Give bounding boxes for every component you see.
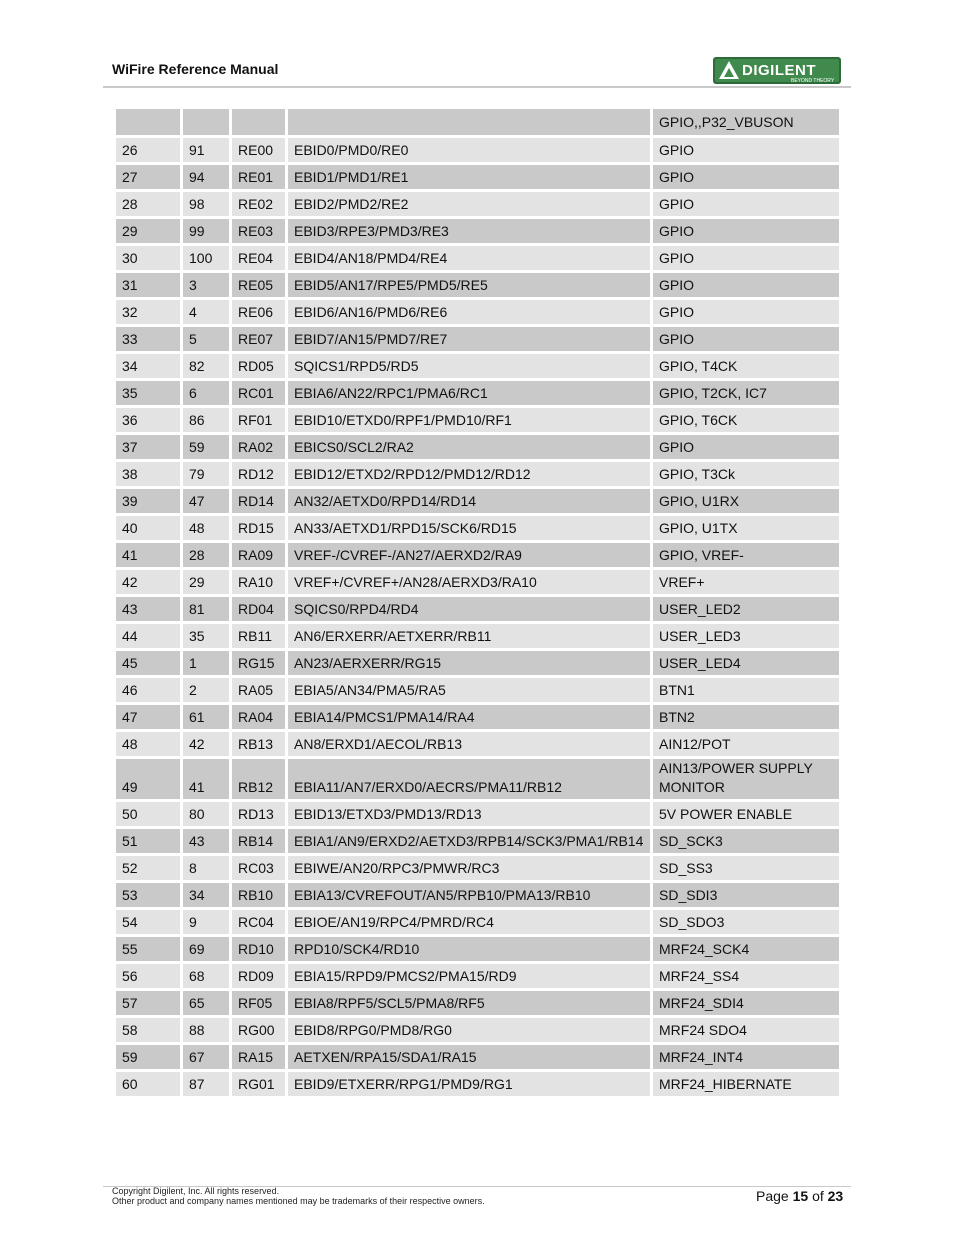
table-row	[116, 1045, 839, 1069]
table-row	[116, 937, 839, 961]
table-cell: 52	[116, 856, 180, 880]
table-cell: RE05	[232, 273, 285, 297]
table-cell: RE06	[232, 300, 285, 324]
table-cell: 35	[116, 381, 180, 405]
table-cell: 42	[116, 570, 180, 594]
table-cell: EBID6/AN16/PMD6/RE6	[288, 300, 650, 324]
table-cell: RE00	[232, 138, 285, 162]
table-row	[116, 829, 839, 853]
table-cell: RE07	[232, 327, 285, 351]
table-cell: MRF24_HIBERNATE	[653, 1072, 839, 1096]
table-cell: 53	[116, 883, 180, 907]
table-row	[116, 1072, 839, 1096]
table-cell: BTN1	[653, 678, 839, 702]
table-row	[116, 1018, 839, 1042]
table-cell: 42	[183, 732, 229, 756]
table-cell	[116, 109, 180, 135]
svg-text:DIGILENT: DIGILENT	[742, 62, 816, 79]
table-cell: RPD10/SCK4/RD10	[288, 937, 650, 961]
table-cell: EBID1/PMD1/RE1	[288, 165, 650, 189]
table-cell: RD04	[232, 597, 285, 621]
table-cell: GPIO, T6CK	[653, 408, 839, 432]
table-cell: 47	[116, 705, 180, 729]
table-cell: GPIO	[653, 435, 839, 459]
table-cell: 44	[116, 624, 180, 648]
table-cell: 8	[183, 856, 229, 880]
table-cell	[288, 109, 650, 135]
table-cell: EBIA14/PMCS1/PMA14/RA4	[288, 705, 650, 729]
table-cell: 41	[183, 759, 229, 799]
table-row	[116, 192, 839, 216]
table-cell: EBIWE/AN20/RPC3/PMWR/RC3	[288, 856, 650, 880]
table-cell: AETXEN/RPA15/SDA1/RA15	[288, 1045, 650, 1069]
table-cell: 43	[116, 597, 180, 621]
table-cell: 40	[116, 516, 180, 540]
table-cell: EBID7/AN15/PMD7/RE7	[288, 327, 650, 351]
copyright-text: Copyright Digilent, Inc. All rights reserved.	[112, 1186, 280, 1196]
table-cell: EBID12/ETXD2/RPD12/PMD12/RD12	[288, 462, 650, 486]
table-row	[116, 219, 839, 243]
table-cell: 29	[183, 570, 229, 594]
table-row	[116, 991, 839, 1015]
table-cell: GPIO	[653, 219, 839, 243]
table-cell	[232, 109, 285, 135]
table-cell: 69	[183, 937, 229, 961]
table-cell: GPIO, VREF-	[653, 543, 839, 567]
table-cell: 28	[183, 543, 229, 567]
table-cell: USER_LED3	[653, 624, 839, 648]
document-title: WiFire Reference Manual	[112, 61, 279, 77]
table-cell: 27	[116, 165, 180, 189]
table-cell: RG00	[232, 1018, 285, 1042]
table-row	[116, 543, 839, 567]
pin-mapping-table	[113, 106, 842, 1099]
table-cell: RC04	[232, 910, 285, 934]
table-cell: 30	[116, 246, 180, 270]
table-row	[116, 910, 839, 934]
table-cell: 32	[116, 300, 180, 324]
table-cell: SQICS1/RPD5/RD5	[288, 354, 650, 378]
table-cell: 45	[116, 651, 180, 675]
table-cell: RC03	[232, 856, 285, 880]
table-row	[116, 705, 839, 729]
table-cell: AN32/AETXD0/RPD14/RD14	[288, 489, 650, 513]
table-cell: RB13	[232, 732, 285, 756]
table-cell: RB11	[232, 624, 285, 648]
table-cell: 59	[116, 1045, 180, 1069]
table-cell: RG15	[232, 651, 285, 675]
table-row	[116, 246, 839, 270]
table-cell: 46	[116, 678, 180, 702]
table-cell: 56	[116, 964, 180, 988]
table-cell: 91	[183, 138, 229, 162]
table-cell: GPIO,,P32_VBUSON	[653, 109, 839, 135]
table-cell: EBIA15/RPD9/PMCS2/PMA15/RD9	[288, 964, 650, 988]
table-cell: 48	[116, 732, 180, 756]
table-cell: SD_SS3	[653, 856, 839, 880]
table-cell: EBID3/RPE3/PMD3/RE3	[288, 219, 650, 243]
table-cell: 57	[116, 991, 180, 1015]
table-cell: 98	[183, 192, 229, 216]
table-cell: GPIO	[653, 300, 839, 324]
table-cell: EBID0/PMD0/RE0	[288, 138, 650, 162]
table-row	[116, 883, 839, 907]
table-cell: 39	[116, 489, 180, 513]
table-row	[116, 651, 839, 675]
table-cell: RE03	[232, 219, 285, 243]
table-cell: RB12	[232, 759, 285, 799]
table-cell: RA05	[232, 678, 285, 702]
table-cell: 88	[183, 1018, 229, 1042]
table-cell: GPIO, T3Ck	[653, 462, 839, 486]
table-cell: EBICS0/SCL2/RA2	[288, 435, 650, 459]
table-cell: AIN13/POWER SUPPLY MONITOR	[653, 759, 839, 799]
table-cell: AIN12/POT	[653, 732, 839, 756]
table-cell: 59	[183, 435, 229, 459]
trademark-text: Other product and company names mentioned may be trademarks of their respective owners.	[112, 1196, 485, 1206]
table-cell: RD10	[232, 937, 285, 961]
table-cell: GPIO	[653, 138, 839, 162]
table-row	[116, 678, 839, 702]
table-cell: EBID10/ETXD0/RPF1/PMD10/RF1	[288, 408, 650, 432]
table-cell: 35	[183, 624, 229, 648]
table-cell: 34	[183, 883, 229, 907]
table-row	[116, 489, 839, 513]
table-cell: 34	[116, 354, 180, 378]
table-cell	[183, 109, 229, 135]
table-cell: GPIO, T4CK	[653, 354, 839, 378]
table-cell: RD14	[232, 489, 285, 513]
table-cell: EBID5/AN17/RPE5/PMD5/RE5	[288, 273, 650, 297]
footer-legal	[112, 1186, 485, 1206]
table-row	[116, 732, 839, 756]
table-cell: 49	[116, 759, 180, 799]
table-cell: RC01	[232, 381, 285, 405]
table-cell: RA04	[232, 705, 285, 729]
table-cell: 55	[116, 937, 180, 961]
table-cell: 61	[183, 705, 229, 729]
table-row	[116, 597, 839, 621]
table-row	[116, 381, 839, 405]
table-cell: EBID13/ETXD3/PMD13/RD13	[288, 802, 650, 826]
table-row	[116, 300, 839, 324]
table-cell: EBIA5/AN34/PMA5/RA5	[288, 678, 650, 702]
table-cell: 86	[183, 408, 229, 432]
table-cell: EBIA11/AN7/ERXD0/AECRS/PMA11/RB12	[288, 759, 650, 799]
table-cell: RB10	[232, 883, 285, 907]
table-cell: EBID4/AN18/PMD4/RE4	[288, 246, 650, 270]
table-row	[116, 462, 839, 486]
table-row	[116, 964, 839, 988]
table-row	[116, 435, 839, 459]
table-cell: RA02	[232, 435, 285, 459]
table-cell: SQICS0/RPD4/RD4	[288, 597, 650, 621]
table-cell: 50	[116, 802, 180, 826]
table-cell: 80	[183, 802, 229, 826]
table-cell: 37	[116, 435, 180, 459]
table-cell: RF05	[232, 991, 285, 1015]
table-cell: RF01	[232, 408, 285, 432]
table-cell: 5	[183, 327, 229, 351]
table-cell: AN6/ERXERR/AETXERR/RB11	[288, 624, 650, 648]
table-cell: RD05	[232, 354, 285, 378]
digilent-logo	[713, 57, 841, 84]
table-cell: 6	[183, 381, 229, 405]
table-cell: 68	[183, 964, 229, 988]
table-cell: 3	[183, 273, 229, 297]
table-cell: 28	[116, 192, 180, 216]
table-cell: 4	[183, 300, 229, 324]
table-cell: GPIO	[653, 273, 839, 297]
table-cell: AN8/ERXD1/AECOL/RB13	[288, 732, 650, 756]
table-cell: 81	[183, 597, 229, 621]
table-cell: GPIO, T2CK, IC7	[653, 381, 839, 405]
table-cell: RE04	[232, 246, 285, 270]
table-cell: RA15	[232, 1045, 285, 1069]
table-row	[116, 273, 839, 297]
table-cell: EBIA8/RPF5/SCL5/PMA8/RF5	[288, 991, 650, 1015]
table-cell: AN23/AERXERR/RG15	[288, 651, 650, 675]
table-cell: EBIA1/AN9/ERXD2/AETXD3/RPB14/SCK3/PMA1/RB14	[288, 829, 650, 853]
table-row	[116, 354, 839, 378]
table-cell: 2	[183, 678, 229, 702]
table-cell: EBIA13/CVREFOUT/AN5/RPB10/PMA13/RB10	[288, 883, 650, 907]
table-cell: USER_LED4	[653, 651, 839, 675]
table-cell: GPIO, U1TX	[653, 516, 839, 540]
table-cell: GPIO	[653, 246, 839, 270]
table-cell: GPIO	[653, 165, 839, 189]
table-cell: 54	[116, 910, 180, 934]
table-cell: MRF24_SDI4	[653, 991, 839, 1015]
table-cell: 1	[183, 651, 229, 675]
table-cell: 82	[183, 354, 229, 378]
table-cell: GPIO	[653, 327, 839, 351]
table-row	[116, 165, 839, 189]
table-cell: 48	[183, 516, 229, 540]
table-cell: RB14	[232, 829, 285, 853]
table-cell: EBIA6/AN22/RPC1/PMA6/RC1	[288, 381, 650, 405]
table-cell: GPIO	[653, 192, 839, 216]
table-cell: 41	[116, 543, 180, 567]
table-row	[116, 138, 839, 162]
table-cell: 26	[116, 138, 180, 162]
table-cell: 79	[183, 462, 229, 486]
table-cell: RA09	[232, 543, 285, 567]
table-row	[116, 408, 839, 432]
table-cell: VREF+	[653, 570, 839, 594]
table-cell: RD12	[232, 462, 285, 486]
table-cell: MRF24_SS4	[653, 964, 839, 988]
table-cell: 67	[183, 1045, 229, 1069]
table-row	[116, 759, 839, 799]
table-cell: 29	[116, 219, 180, 243]
table-cell: 87	[183, 1072, 229, 1096]
table-cell: SD_SCK3	[653, 829, 839, 853]
table-cell: GPIO, U1RX	[653, 489, 839, 513]
table-row	[116, 856, 839, 880]
table-cell: RD13	[232, 802, 285, 826]
table-row	[116, 802, 839, 826]
table-row	[116, 109, 839, 135]
table-cell: 100	[183, 246, 229, 270]
table-cell: 60	[116, 1072, 180, 1096]
table-cell: SD_SDI3	[653, 883, 839, 907]
table-cell: EBID2/PMD2/RE2	[288, 192, 650, 216]
table-cell: 51	[116, 829, 180, 853]
table-cell: RA10	[232, 570, 285, 594]
table-cell: SD_SDO3	[653, 910, 839, 934]
table-cell: EBID8/RPG0/PMD8/RG0	[288, 1018, 650, 1042]
table-cell: RD15	[232, 516, 285, 540]
table-cell: 94	[183, 165, 229, 189]
table-row	[116, 516, 839, 540]
header-divider	[103, 86, 851, 88]
table-cell: 36	[116, 408, 180, 432]
table-cell: RE02	[232, 192, 285, 216]
table-cell: MRF24_INT4	[653, 1045, 839, 1069]
table-cell: 43	[183, 829, 229, 853]
page-number: Page 15 of 23	[756, 1188, 844, 1204]
table-cell: EBIOE/AN19/RPC4/PMRD/RC4	[288, 910, 650, 934]
table-row	[116, 327, 839, 351]
table-cell: VREF-/CVREF-/AN27/AERXD2/RA9	[288, 543, 650, 567]
table-row	[116, 570, 839, 594]
table-cell: VREF+/CVREF+/AN28/AERXD3/RA10	[288, 570, 650, 594]
table-row	[116, 624, 839, 648]
table-cell: USER_LED2	[653, 597, 839, 621]
table-cell: BTN2	[653, 705, 839, 729]
table-cell: 47	[183, 489, 229, 513]
table-cell: 99	[183, 219, 229, 243]
table-cell: RE01	[232, 165, 285, 189]
table-cell: EBID9/ETXERR/RPG1/PMD9/RG1	[288, 1072, 650, 1096]
table-cell: RG01	[232, 1072, 285, 1096]
table-cell: 38	[116, 462, 180, 486]
svg-text:BEYOND THEORY: BEYOND THEORY	[791, 78, 835, 84]
table-cell: MRF24_SCK4	[653, 937, 839, 961]
table-cell: MRF24 SDO4	[653, 1018, 839, 1042]
table-cell: 33	[116, 327, 180, 351]
table-cell: RD09	[232, 964, 285, 988]
table-cell: 5V POWER ENABLE	[653, 802, 839, 826]
table-cell: 58	[116, 1018, 180, 1042]
table-cell: 65	[183, 991, 229, 1015]
table-cell: 31	[116, 273, 180, 297]
table-cell: 9	[183, 910, 229, 934]
table-cell: AN33/AETXD1/RPD15/SCK6/RD15	[288, 516, 650, 540]
